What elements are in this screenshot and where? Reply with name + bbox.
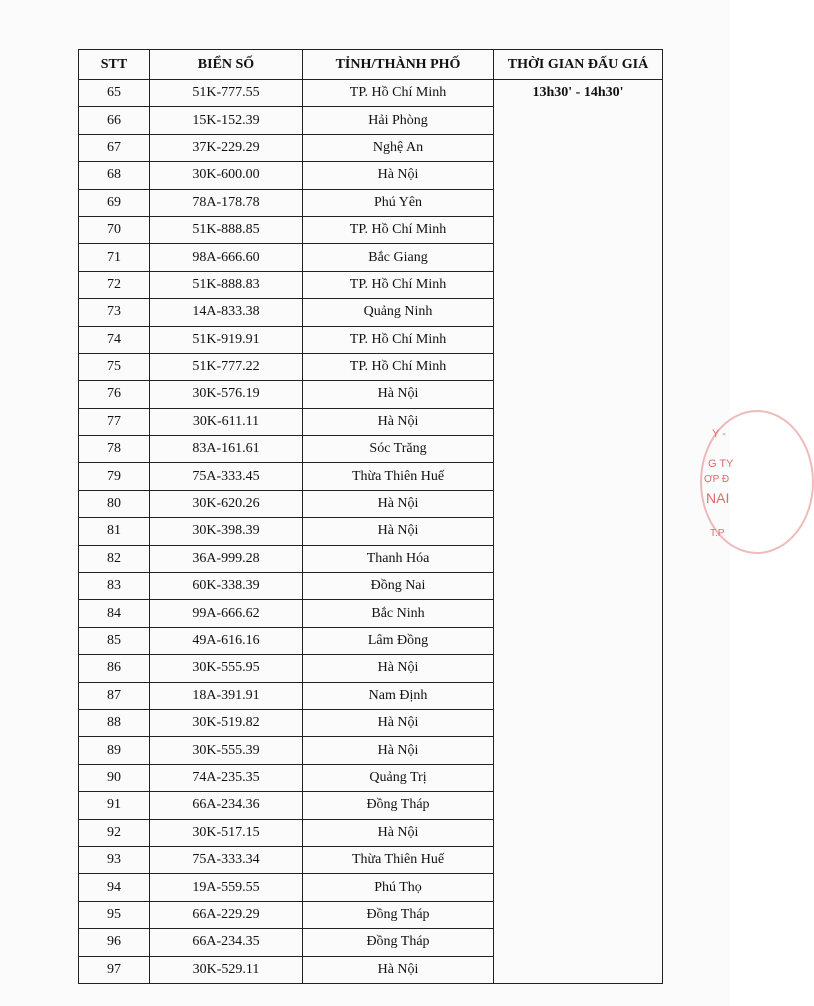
row-plate-number: 60K-338.39	[150, 573, 303, 600]
row-stt: 78	[79, 436, 150, 463]
row-province: TP. Hồ Chí Minh	[303, 326, 494, 353]
row-province: Hải Phòng	[303, 107, 494, 134]
row-stt: 76	[79, 381, 150, 408]
row-province: Nam Định	[303, 682, 494, 709]
row-plate-number: 66A-234.35	[150, 929, 303, 956]
row-plate-number: 19A-559.55	[150, 874, 303, 901]
row-plate-number: 30K-517.15	[150, 819, 303, 846]
row-province: Thừa Thiên Huế	[303, 846, 494, 873]
row-province: Hà Nội	[303, 408, 494, 435]
row-province: Đồng Tháp	[303, 929, 494, 956]
row-stt: 75	[79, 353, 150, 380]
row-plate-number: 78A-178.78	[150, 189, 303, 216]
row-province: TP. Hồ Chí Minh	[303, 216, 494, 243]
row-plate-number: 30K-620.26	[150, 490, 303, 517]
row-province: Quảng Ninh	[303, 299, 494, 326]
row-province: TP. Hồ Chí Minh	[303, 80, 494, 107]
stamp-text: T.P	[710, 528, 725, 539]
row-stt: 79	[79, 463, 150, 490]
row-province: Hà Nội	[303, 956, 494, 983]
row-plate-number: 83A-161.61	[150, 436, 303, 463]
row-stt: 90	[79, 764, 150, 791]
row-stt: 89	[79, 737, 150, 764]
row-province: Hà Nội	[303, 162, 494, 189]
row-plate-number: 30K-576.19	[150, 381, 303, 408]
row-stt: 93	[79, 846, 150, 873]
row-province: Sóc Trăng	[303, 436, 494, 463]
row-province: Đồng Tháp	[303, 901, 494, 928]
row-province: Hà Nội	[303, 655, 494, 682]
row-province: Thanh Hóa	[303, 545, 494, 572]
row-stt: 73	[79, 299, 150, 326]
row-plate-number: 51K-919.91	[150, 326, 303, 353]
auction-plates-table	[78, 49, 663, 984]
row-plate-number: 30K-529.11	[150, 956, 303, 983]
row-stt: 87	[79, 682, 150, 709]
row-province: Hà Nội	[303, 518, 494, 545]
row-plate-number: 30K-519.82	[150, 709, 303, 736]
row-province: Bắc Giang	[303, 244, 494, 271]
row-plate-number: 36A-999.28	[150, 545, 303, 572]
row-plate-number: 51K-888.83	[150, 271, 303, 298]
table-row	[79, 80, 663, 107]
row-province: Quảng Trị	[303, 764, 494, 791]
table-body	[79, 80, 663, 984]
row-province: Đồng Tháp	[303, 792, 494, 819]
row-stt: 80	[79, 490, 150, 517]
row-plate-number: 75A-333.34	[150, 846, 303, 873]
row-stt: 94	[79, 874, 150, 901]
row-plate-number: 74A-235.35	[150, 764, 303, 791]
row-stt: 88	[79, 709, 150, 736]
row-plate-number: 37K-229.29	[150, 134, 303, 161]
row-stt: 74	[79, 326, 150, 353]
table-header-row	[79, 50, 663, 80]
row-stt: 69	[79, 189, 150, 216]
header-auction-time: THỜI GIAN ĐẤU GIÁ	[494, 50, 663, 80]
stamp-text: G TY	[708, 458, 734, 470]
row-stt: 84	[79, 600, 150, 627]
row-stt: 92	[79, 819, 150, 846]
stamp-text: NAI	[706, 490, 730, 506]
row-stt: 70	[79, 216, 150, 243]
header-province: TỈNH/THÀNH PHỐ	[303, 50, 494, 80]
row-province: Hà Nội	[303, 490, 494, 517]
row-plate-number: 30K-555.39	[150, 737, 303, 764]
stamp-text: ỢP Đ	[704, 474, 730, 485]
row-province: Hà Nội	[303, 737, 494, 764]
row-province: Phú Yên	[303, 189, 494, 216]
row-plate-number: 30K-611.11	[150, 408, 303, 435]
row-stt: 68	[79, 162, 150, 189]
row-plate-number: 30K-555.95	[150, 655, 303, 682]
row-stt: 82	[79, 545, 150, 572]
row-stt: 86	[79, 655, 150, 682]
row-province: Bắc Ninh	[303, 600, 494, 627]
row-province: Lâm Đồng	[303, 627, 494, 654]
auction-time-slot: 13h30' - 14h30'	[494, 80, 663, 984]
red-seal-stamp	[700, 410, 780, 560]
row-province: Nghệ An	[303, 134, 494, 161]
row-stt: 85	[79, 627, 150, 654]
row-province: TP. Hồ Chí Minh	[303, 353, 494, 380]
stamp-text: Y -	[712, 428, 726, 440]
row-plate-number: 15K-152.39	[150, 107, 303, 134]
row-stt: 95	[79, 901, 150, 928]
row-plate-number: 49A-616.16	[150, 627, 303, 654]
row-plate-number: 66A-234.36	[150, 792, 303, 819]
row-plate-number: 30K-600.00	[150, 162, 303, 189]
row-stt: 96	[79, 929, 150, 956]
row-stt: 77	[79, 408, 150, 435]
row-province: TP. Hồ Chí Minh	[303, 271, 494, 298]
row-province: Phú Thọ	[303, 874, 494, 901]
row-province: Hà Nội	[303, 381, 494, 408]
header-stt: STT	[79, 50, 150, 80]
row-plate-number: 75A-333.45	[150, 463, 303, 490]
row-plate-number: 51K-777.22	[150, 353, 303, 380]
row-plate-number: 51K-888.85	[150, 216, 303, 243]
row-plate-number: 18A-391.91	[150, 682, 303, 709]
row-province: Hà Nội	[303, 819, 494, 846]
row-stt: 65	[79, 80, 150, 107]
row-province: Hà Nội	[303, 709, 494, 736]
row-plate-number: 66A-229.29	[150, 901, 303, 928]
row-plate-number: 98A-666.60	[150, 244, 303, 271]
header-plate-number: BIỂN SỐ	[150, 50, 303, 80]
row-province: Thừa Thiên Huế	[303, 463, 494, 490]
row-stt: 67	[79, 134, 150, 161]
row-stt: 66	[79, 107, 150, 134]
row-stt: 83	[79, 573, 150, 600]
row-plate-number: 99A-666.62	[150, 600, 303, 627]
row-stt: 97	[79, 956, 150, 983]
row-province: Đồng Nai	[303, 573, 494, 600]
row-stt: 91	[79, 792, 150, 819]
row-plate-number: 51K-777.55	[150, 80, 303, 107]
row-stt: 72	[79, 271, 150, 298]
row-plate-number: 30K-398.39	[150, 518, 303, 545]
row-stt: 81	[79, 518, 150, 545]
row-stt: 71	[79, 244, 150, 271]
row-plate-number: 14A-833.38	[150, 299, 303, 326]
